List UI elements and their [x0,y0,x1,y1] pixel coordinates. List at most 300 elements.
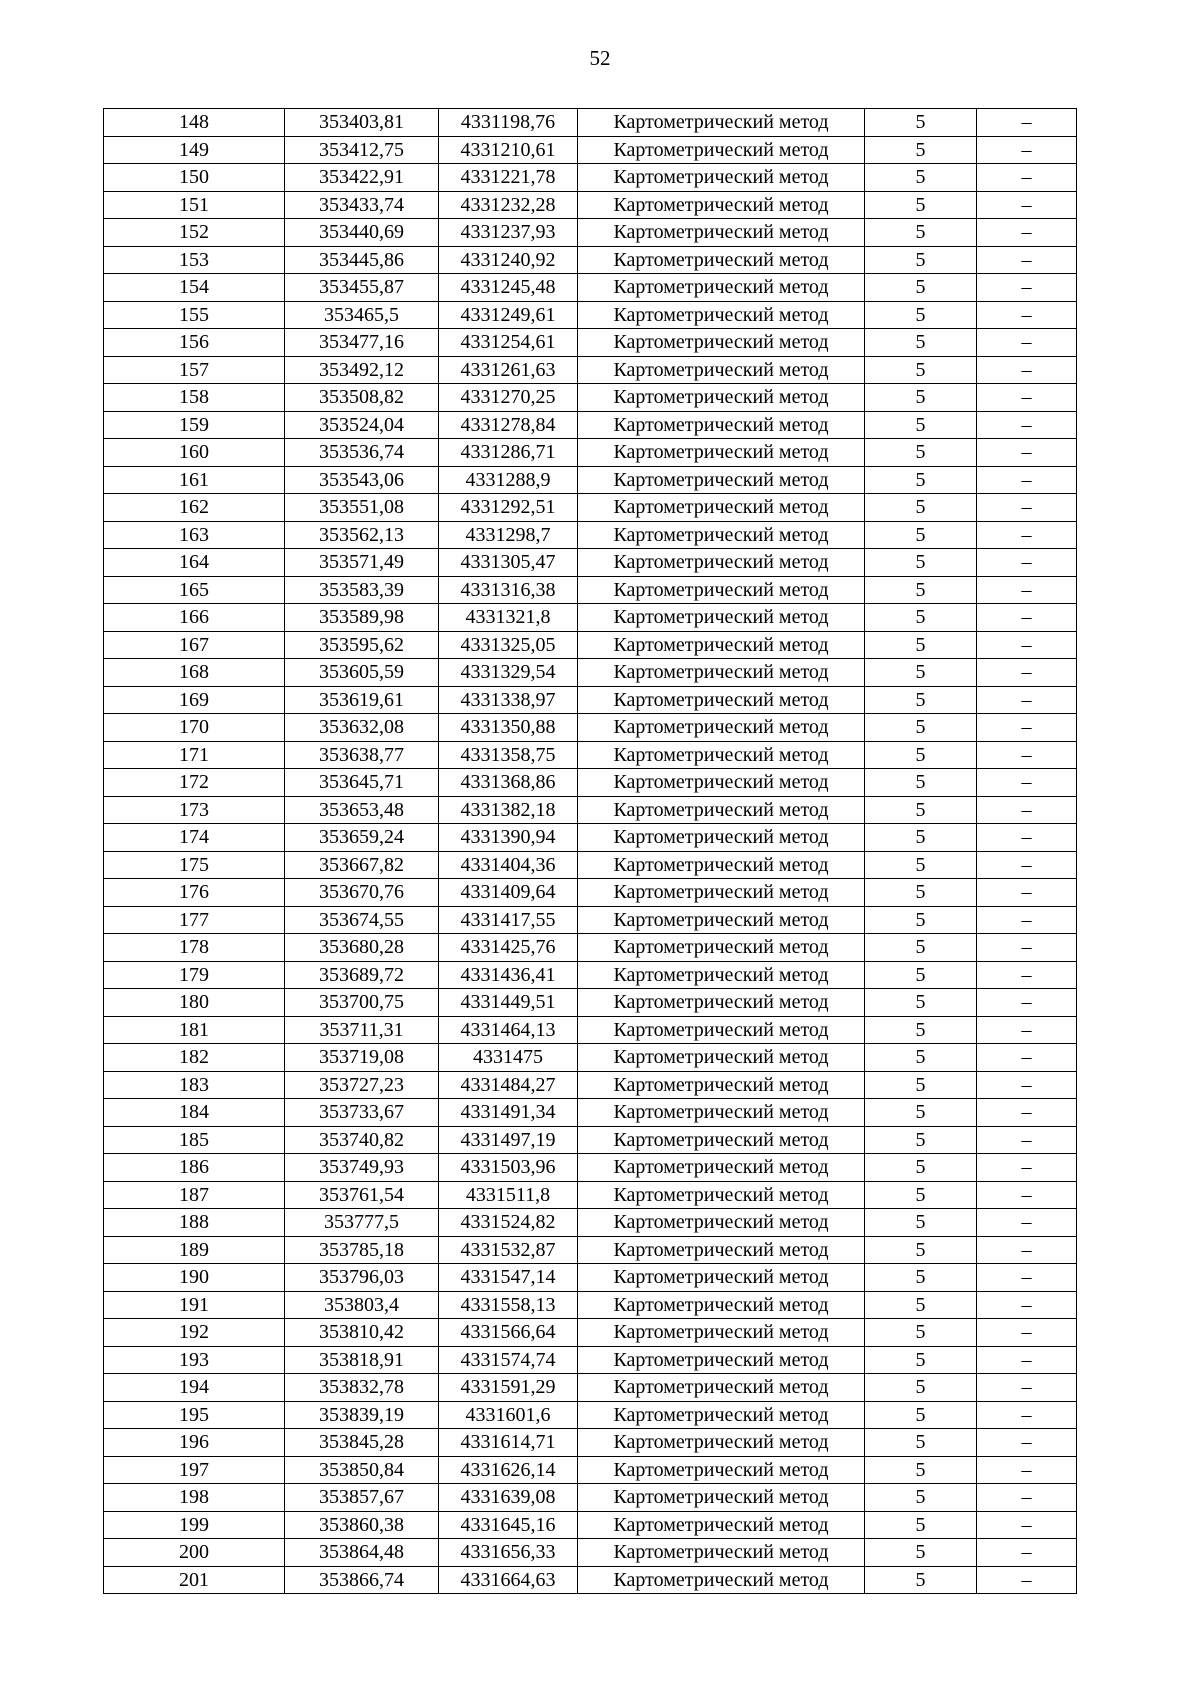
accuracy-cell: 5 [865,906,977,934]
x-coordinate-cell: 353412,75 [285,136,439,164]
x-coordinate-cell: 353492,12 [285,356,439,384]
method-cell: Картометрический метод [578,1044,865,1072]
y-coordinate-cell: 4331566,64 [439,1319,578,1347]
method-cell: Картометрический метод [578,329,865,357]
table-row [104,1181,1077,1209]
method-cell: Картометрический метод [578,631,865,659]
dash-cell: – [977,1291,1077,1319]
point-number-cell: 166 [104,604,285,632]
method-cell: Картометрический метод [578,1126,865,1154]
y-coordinate-cell: 4331382,18 [439,796,578,824]
accuracy-cell: 5 [865,191,977,219]
method-cell: Картометрический метод [578,686,865,714]
point-number-cell: 177 [104,906,285,934]
dash-cell: – [977,686,1077,714]
y-coordinate-cell: 4331404,36 [439,851,578,879]
dash-cell: – [977,1126,1077,1154]
x-coordinate-cell: 353740,82 [285,1126,439,1154]
y-coordinate-cell: 4331329,54 [439,659,578,687]
table-row [104,1566,1077,1594]
dash-cell: – [977,1456,1077,1484]
accuracy-cell: 5 [865,549,977,577]
table-row [104,961,1077,989]
table-row [104,879,1077,907]
x-coordinate-cell: 353422,91 [285,164,439,192]
method-cell: Картометрический метод [578,1484,865,1512]
table-row [104,466,1077,494]
accuracy-cell: 5 [865,989,977,1017]
point-number-cell: 164 [104,549,285,577]
table-row [104,164,1077,192]
point-number-cell: 172 [104,769,285,797]
y-coordinate-cell: 4331325,05 [439,631,578,659]
point-number-cell: 155 [104,301,285,329]
x-coordinate-cell: 353595,62 [285,631,439,659]
table-row [104,1264,1077,1292]
y-coordinate-cell: 4331390,94 [439,824,578,852]
x-coordinate-cell: 353605,59 [285,659,439,687]
y-coordinate-cell: 4331316,38 [439,576,578,604]
accuracy-cell: 5 [865,1044,977,1072]
accuracy-cell: 5 [865,301,977,329]
point-number-cell: 148 [104,109,285,137]
dash-cell: – [977,1209,1077,1237]
accuracy-cell: 5 [865,1511,977,1539]
accuracy-cell: 5 [865,136,977,164]
accuracy-cell: 5 [865,1154,977,1182]
x-coordinate-cell: 353403,81 [285,109,439,137]
point-number-cell: 160 [104,439,285,467]
point-number-cell: 171 [104,741,285,769]
y-coordinate-cell: 4331305,47 [439,549,578,577]
table-row [104,1346,1077,1374]
method-cell: Картометрический метод [578,1016,865,1044]
accuracy-cell: 5 [865,741,977,769]
dash-cell: – [977,851,1077,879]
accuracy-cell: 5 [865,1429,977,1457]
table-row [104,1236,1077,1264]
dash-cell: – [977,659,1077,687]
accuracy-cell: 5 [865,604,977,632]
point-number-cell: 154 [104,274,285,302]
accuracy-cell: 5 [865,1484,977,1512]
accuracy-cell: 5 [865,1374,977,1402]
method-cell: Картометрический метод [578,466,865,494]
y-coordinate-cell: 4331491,34 [439,1099,578,1127]
x-coordinate-cell: 353711,31 [285,1016,439,1044]
point-number-cell: 175 [104,851,285,879]
x-coordinate-cell: 353455,87 [285,274,439,302]
dash-cell: – [977,1484,1077,1512]
x-coordinate-cell: 353839,19 [285,1401,439,1429]
dash-cell: – [977,879,1077,907]
method-cell: Картометрический метод [578,934,865,962]
table-row [104,1374,1077,1402]
accuracy-cell: 5 [865,219,977,247]
point-number-cell: 158 [104,384,285,412]
method-cell: Картометрический метод [578,191,865,219]
point-number-cell: 178 [104,934,285,962]
method-cell: Картометрический метод [578,246,865,274]
point-number-cell: 187 [104,1181,285,1209]
x-coordinate-cell: 353796,03 [285,1264,439,1292]
point-number-cell: 182 [104,1044,285,1072]
table-row [104,494,1077,522]
y-coordinate-cell: 4331591,29 [439,1374,578,1402]
y-coordinate-cell: 4331664,63 [439,1566,578,1594]
method-cell: Картометрический метод [578,1511,865,1539]
method-cell: Картометрический метод [578,439,865,467]
accuracy-cell: 5 [865,1319,977,1347]
table-row [104,1511,1077,1539]
accuracy-cell: 5 [865,796,977,824]
method-cell: Картометрический метод [578,1181,865,1209]
dash-cell: – [977,1346,1077,1374]
y-coordinate-cell: 4331278,84 [439,411,578,439]
method-cell: Картометрический метод [578,1374,865,1402]
x-coordinate-cell: 353832,78 [285,1374,439,1402]
point-number-cell: 198 [104,1484,285,1512]
accuracy-cell: 5 [865,411,977,439]
method-cell: Картометрический метод [578,411,865,439]
x-coordinate-cell: 353810,42 [285,1319,439,1347]
x-coordinate-cell: 353727,23 [285,1071,439,1099]
dash-cell: – [977,521,1077,549]
method-cell: Картометрический метод [578,136,865,164]
table-row [104,549,1077,577]
y-coordinate-cell: 4331350,88 [439,714,578,742]
accuracy-cell: 5 [865,1016,977,1044]
x-coordinate-cell: 353680,28 [285,934,439,962]
point-number-cell: 174 [104,824,285,852]
method-cell: Картометрический метод [578,1429,865,1457]
method-cell: Картометрический метод [578,796,865,824]
x-coordinate-cell: 353440,69 [285,219,439,247]
accuracy-cell: 5 [865,1264,977,1292]
x-coordinate-cell: 353508,82 [285,384,439,412]
dash-cell: – [977,714,1077,742]
dash-cell: – [977,384,1077,412]
point-number-cell: 189 [104,1236,285,1264]
y-coordinate-cell: 4331656,33 [439,1539,578,1567]
accuracy-cell: 5 [865,1539,977,1567]
accuracy-cell: 5 [865,494,977,522]
dash-cell: – [977,576,1077,604]
y-coordinate-cell: 4331261,63 [439,356,578,384]
y-coordinate-cell: 4331484,27 [439,1071,578,1099]
x-coordinate-cell: 353700,75 [285,989,439,1017]
table-row [104,714,1077,742]
method-cell: Картометрический метод [578,301,865,329]
y-coordinate-cell: 4331288,9 [439,466,578,494]
dash-cell: – [977,1374,1077,1402]
accuracy-cell: 5 [865,1291,977,1319]
accuracy-cell: 5 [865,1566,977,1594]
y-coordinate-cell: 4331511,8 [439,1181,578,1209]
method-cell: Картометрический метод [578,1456,865,1484]
coordinates-table-body [104,109,1077,1594]
table-row [104,246,1077,274]
dash-cell: – [977,1539,1077,1567]
method-cell: Картометрический метод [578,1319,865,1347]
x-coordinate-cell: 353689,72 [285,961,439,989]
dash-cell: – [977,1511,1077,1539]
table-row [104,384,1077,412]
y-coordinate-cell: 4331449,51 [439,989,578,1017]
point-number-cell: 167 [104,631,285,659]
dash-cell: – [977,1429,1077,1457]
point-number-cell: 162 [104,494,285,522]
table-row [104,631,1077,659]
method-cell: Картометрический метод [578,356,865,384]
y-coordinate-cell: 4331464,13 [439,1016,578,1044]
accuracy-cell: 5 [865,851,977,879]
x-coordinate-cell: 353674,55 [285,906,439,934]
table-row [104,136,1077,164]
y-coordinate-cell: 4331298,7 [439,521,578,549]
y-coordinate-cell: 4331232,28 [439,191,578,219]
dash-cell: – [977,1071,1077,1099]
point-number-cell: 193 [104,1346,285,1374]
table-row [104,604,1077,632]
dash-cell: – [977,301,1077,329]
table-row [104,356,1077,384]
x-coordinate-cell: 353864,48 [285,1539,439,1567]
y-coordinate-cell: 4331198,76 [439,109,578,137]
x-coordinate-cell: 353524,04 [285,411,439,439]
method-cell: Картометрический метод [578,906,865,934]
table-row [104,219,1077,247]
method-cell: Картометрический метод [578,1539,865,1567]
dash-cell: – [977,1319,1077,1347]
y-coordinate-cell: 4331210,61 [439,136,578,164]
table-row [104,329,1077,357]
table-row [104,1539,1077,1567]
accuracy-cell: 5 [865,1181,977,1209]
method-cell: Картометрический метод [578,1099,865,1127]
x-coordinate-cell: 353860,38 [285,1511,439,1539]
table-row [104,521,1077,549]
point-number-cell: 190 [104,1264,285,1292]
point-number-cell: 195 [104,1401,285,1429]
method-cell: Картометрический метод [578,274,865,302]
point-number-cell: 200 [104,1539,285,1567]
point-number-cell: 161 [104,466,285,494]
point-number-cell: 196 [104,1429,285,1457]
point-number-cell: 183 [104,1071,285,1099]
dash-cell: – [977,356,1077,384]
dash-cell: – [977,1154,1077,1182]
method-cell: Картометрический метод [578,164,865,192]
y-coordinate-cell: 4331532,87 [439,1236,578,1264]
accuracy-cell: 5 [865,769,977,797]
x-coordinate-cell: 353803,4 [285,1291,439,1319]
point-number-cell: 201 [104,1566,285,1594]
x-coordinate-cell: 353562,13 [285,521,439,549]
dash-cell: – [977,961,1077,989]
table-row [104,1044,1077,1072]
accuracy-cell: 5 [865,466,977,494]
table-row [104,411,1077,439]
table-row [104,191,1077,219]
accuracy-cell: 5 [865,109,977,137]
page-number: 52 [589,46,611,70]
dash-cell: – [977,274,1077,302]
accuracy-cell: 5 [865,329,977,357]
point-number-cell: 194 [104,1374,285,1402]
method-cell: Картометрический метод [578,549,865,577]
accuracy-cell: 5 [865,576,977,604]
table-row [104,1291,1077,1319]
x-coordinate-cell: 353589,98 [285,604,439,632]
dash-cell: – [977,191,1077,219]
accuracy-cell: 5 [865,1401,977,1429]
dash-cell: – [977,164,1077,192]
y-coordinate-cell: 4331475 [439,1044,578,1072]
x-coordinate-cell: 353583,39 [285,576,439,604]
method-cell: Картометрический метод [578,989,865,1017]
dash-cell: – [977,824,1077,852]
dash-cell: – [977,1264,1077,1292]
dash-cell: – [977,246,1077,274]
table-row [104,1099,1077,1127]
y-coordinate-cell: 4331368,86 [439,769,578,797]
y-coordinate-cell: 4331286,71 [439,439,578,467]
dash-cell: – [977,549,1077,577]
y-coordinate-cell: 4331249,61 [439,301,578,329]
method-cell: Картометрический метод [578,1346,865,1374]
point-number-cell: 184 [104,1099,285,1127]
y-coordinate-cell: 4331409,64 [439,879,578,907]
accuracy-cell: 5 [865,439,977,467]
table-row [104,576,1077,604]
accuracy-cell: 5 [865,521,977,549]
x-coordinate-cell: 353433,74 [285,191,439,219]
y-coordinate-cell: 4331425,76 [439,934,578,962]
accuracy-cell: 5 [865,961,977,989]
table-row [104,796,1077,824]
point-number-cell: 191 [104,1291,285,1319]
method-cell: Картометрический метод [578,1154,865,1182]
table-row [104,301,1077,329]
method-cell: Картометрический метод [578,1291,865,1319]
method-cell: Картометрический метод [578,494,865,522]
method-cell: Картометрический метод [578,851,865,879]
accuracy-cell: 5 [865,1346,977,1374]
table-row [104,824,1077,852]
x-coordinate-cell: 353645,71 [285,769,439,797]
point-number-cell: 169 [104,686,285,714]
point-number-cell: 176 [104,879,285,907]
x-coordinate-cell: 353850,84 [285,1456,439,1484]
y-coordinate-cell: 4331270,25 [439,384,578,412]
accuracy-cell: 5 [865,1071,977,1099]
dash-cell: – [977,796,1077,824]
table-row [104,1209,1077,1237]
method-cell: Картометрический метод [578,219,865,247]
x-coordinate-cell: 353638,77 [285,741,439,769]
y-coordinate-cell: 4331626,14 [439,1456,578,1484]
x-coordinate-cell: 353543,06 [285,466,439,494]
point-number-cell: 165 [104,576,285,604]
point-number-cell: 168 [104,659,285,687]
point-number-cell: 156 [104,329,285,357]
y-coordinate-cell: 4331601,6 [439,1401,578,1429]
method-cell: Картометрический метод [578,714,865,742]
dash-cell: – [977,631,1077,659]
dash-cell: – [977,1016,1077,1044]
accuracy-cell: 5 [865,1236,977,1264]
y-coordinate-cell: 4331558,13 [439,1291,578,1319]
table-row [104,769,1077,797]
table-row [104,439,1077,467]
table-row [104,1401,1077,1429]
method-cell: Картометрический метод [578,741,865,769]
accuracy-cell: 5 [865,356,977,384]
accuracy-cell: 5 [865,686,977,714]
dash-cell: – [977,109,1077,137]
accuracy-cell: 5 [865,714,977,742]
x-coordinate-cell: 353785,18 [285,1236,439,1264]
method-cell: Картометрический метод [578,1566,865,1594]
y-coordinate-cell: 4331503,96 [439,1154,578,1182]
point-number-cell: 159 [104,411,285,439]
table-row [104,1456,1077,1484]
point-number-cell: 180 [104,989,285,1017]
point-number-cell: 149 [104,136,285,164]
table-row [104,1319,1077,1347]
dash-cell: – [977,136,1077,164]
point-number-cell: 197 [104,1456,285,1484]
point-number-cell: 150 [104,164,285,192]
y-coordinate-cell: 4331338,97 [439,686,578,714]
point-number-cell: 163 [104,521,285,549]
x-coordinate-cell: 353619,61 [285,686,439,714]
point-number-cell: 173 [104,796,285,824]
point-number-cell: 157 [104,356,285,384]
point-number-cell: 199 [104,1511,285,1539]
dash-cell: – [977,1099,1077,1127]
dash-cell: – [977,1566,1077,1594]
method-cell: Картометрический метод [578,769,865,797]
dash-cell: – [977,1236,1077,1264]
dash-cell: – [977,906,1077,934]
y-coordinate-cell: 4331245,48 [439,274,578,302]
x-coordinate-cell: 353733,67 [285,1099,439,1127]
table-row [104,274,1077,302]
x-coordinate-cell: 353465,5 [285,301,439,329]
table-row [104,1429,1077,1457]
accuracy-cell: 5 [865,824,977,852]
table-row [104,1071,1077,1099]
x-coordinate-cell: 353866,74 [285,1566,439,1594]
method-cell: Картометрический метод [578,1236,865,1264]
table-row [104,1126,1077,1154]
x-coordinate-cell: 353761,54 [285,1181,439,1209]
method-cell: Картометрический метод [578,879,865,907]
accuracy-cell: 5 [865,659,977,687]
method-cell: Картометрический метод [578,1401,865,1429]
point-number-cell: 152 [104,219,285,247]
y-coordinate-cell: 4331221,78 [439,164,578,192]
dash-cell: – [977,989,1077,1017]
y-coordinate-cell: 4331574,74 [439,1346,578,1374]
point-number-cell: 185 [104,1126,285,1154]
dash-cell: – [977,934,1077,962]
accuracy-cell: 5 [865,934,977,962]
accuracy-cell: 5 [865,164,977,192]
y-coordinate-cell: 4331237,93 [439,219,578,247]
